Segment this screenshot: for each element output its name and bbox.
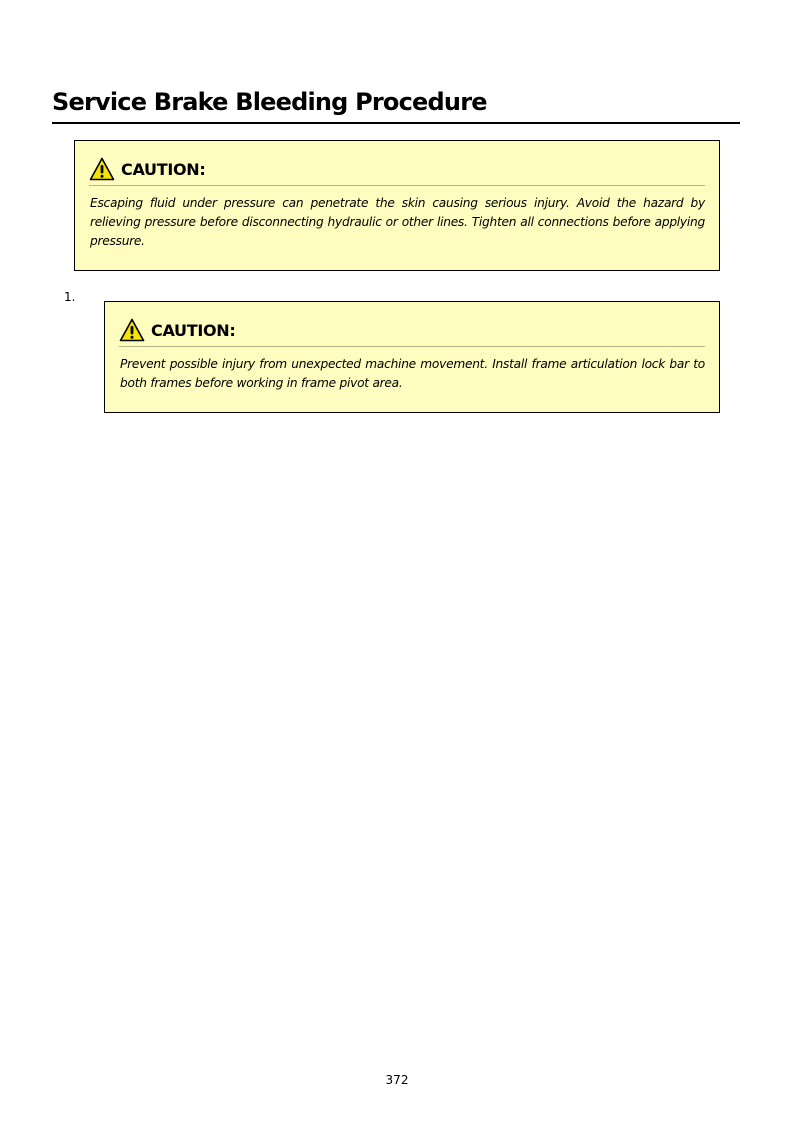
caution-header <box>119 314 705 347</box>
step-number: 1. <box>64 290 76 304</box>
caution-text: Prevent possible injury from unexpected machine movement. Install frame articulation lock bar to both frames before working in frame pivot area. <box>120 357 705 390</box>
caution-box <box>104 301 720 413</box>
caution-text: Escaping fluid under pressure can penetrate the skin causing serious injury. Avoid the hazard by relieving pressure before disconnecting hydraulic or other lines. Tighten all connections before applying pressure. <box>90 196 705 248</box>
page-number: 372 <box>385 1073 409 1087</box>
caution-box <box>74 140 720 271</box>
caution-label: CAUTION: <box>121 159 206 179</box>
page-title: Service Brake Bleeding Procedure <box>52 86 740 124</box>
caution-header <box>89 153 705 186</box>
warning-triangle-icon <box>89 157 115 181</box>
caution-label: CAUTION: <box>151 320 236 340</box>
warning-triangle-icon <box>119 318 145 342</box>
